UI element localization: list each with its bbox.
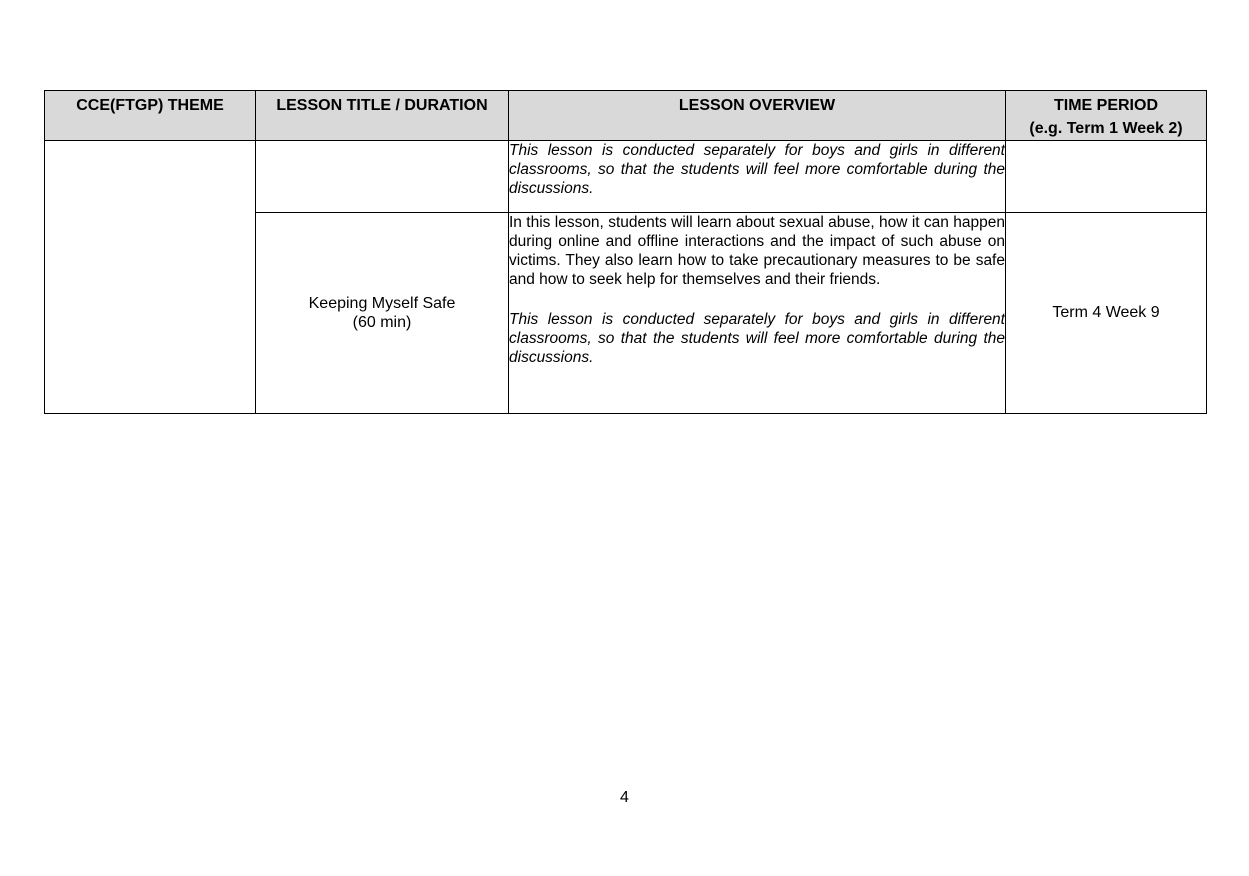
- time-period-cell: [1006, 141, 1207, 213]
- lesson-plan-table: [44, 90, 1207, 414]
- time-period-text: Term 4 Week 9: [1052, 304, 1160, 321]
- table-row: [45, 141, 1207, 213]
- table-header-row: [45, 91, 1207, 141]
- overview-note: This lesson is conducted separately for boys and girls in different classrooms, so that the students will feel more comfortable during the discussions.: [509, 142, 1005, 197]
- page-number: 4: [620, 789, 629, 806]
- lesson-title: Keeping Myself Safe: [308, 295, 456, 312]
- lesson-duration: (60 min): [352, 314, 412, 331]
- overview-cell: [509, 141, 1006, 213]
- overview-note: This lesson is conducted separately for boys and girls in different classrooms, so that the students will feel more comfortable during the discussions.: [509, 311, 1005, 366]
- header-lesson-title-label: LESSON TITLE / DURATION: [276, 97, 488, 114]
- header-time-period-label: TIME PERIOD: [1053, 97, 1158, 114]
- lesson-title-cell: [256, 141, 509, 213]
- header-theme: [45, 91, 256, 141]
- header-theme-label: CCE(FTGP) THEME: [76, 97, 224, 114]
- lesson-title-cell: [256, 213, 509, 414]
- theme-cell: [45, 141, 256, 414]
- time-period-cell: [1006, 213, 1207, 414]
- header-overview: [509, 91, 1006, 141]
- overview-cell: [509, 213, 1006, 414]
- header-overview-label: LESSON OVERVIEW: [678, 97, 836, 114]
- header-time-period: [1006, 91, 1207, 141]
- header-lesson-title: [256, 91, 509, 141]
- overview-text: In this lesson, students will learn about sexual abuse, how it can happen during online and offline interactions and the impact of such abuse on victims. They also learn how to take precautionary measures to be safe and how to seek help for themselves and their friends.: [509, 214, 1005, 288]
- header-time-period-example: (e.g. Term 1 Week 2): [1029, 120, 1183, 137]
